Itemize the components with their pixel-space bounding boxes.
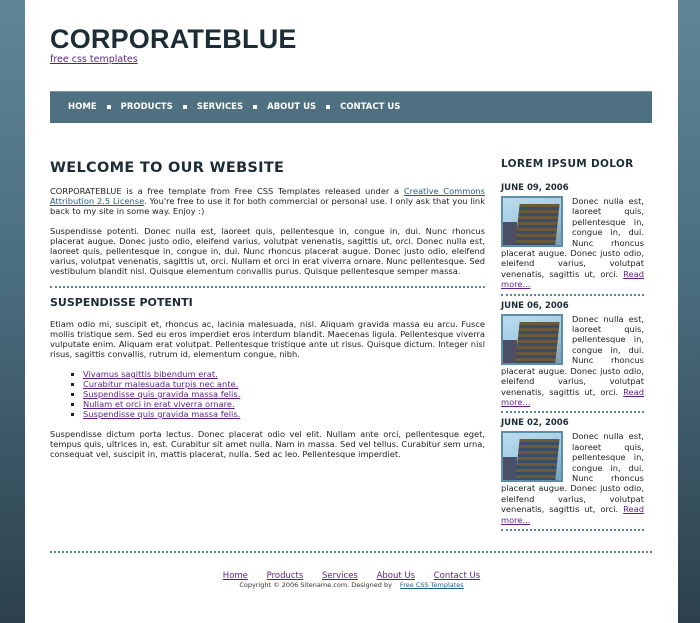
read-more-link[interactable]: Read more... [501,504,644,525]
logo [50,24,297,65]
building-thumbnail[interactable] [501,431,563,482]
post-date: JUNE 06, 2006 [501,300,569,311]
footer-link-products[interactable]: Products [266,571,304,581]
post-body: Donec nulla est, laoreet quis, pellentesque in, congue in, dui. Nunc rhoncus placerat augue. Donec justo odio, eleifend varius, volutpat venenatis, sagittis ut, orci. [501,431,644,515]
copyright-text: Copyright © 2006 Sitename.com. Designed by [239,581,392,589]
site-title: CORPORATEBLUE [50,24,297,54]
intro-text-suffix: . You're free to use it for both commercial or personal use. I only ask that you link back to my site in some way. Enjoy :) [50,196,485,216]
main-menu [50,91,652,123]
footer-links [25,571,678,581]
main-content [50,160,485,469]
post-date: JUNE 02, 2006 [501,418,569,429]
building-thumbnail[interactable] [501,196,563,247]
menu-item-about-us[interactable]: ABOUT US [267,102,317,112]
footer [25,571,678,589]
list-link[interactable]: Vivamus sagittis bibendum erat. [83,369,218,379]
page-container [25,0,678,623]
footer-link-about-us[interactable]: About Us [376,571,416,581]
sidebar [501,158,644,531]
menu-item-products[interactable]: PRODUCTS [120,102,173,112]
read-more-link[interactable]: Read more... [501,268,644,290]
menu-separator [326,105,330,109]
section-divider [50,286,485,288]
menu-item-services[interactable]: SERVICES [196,102,244,112]
menu-item-home[interactable]: HOME [68,102,97,112]
read-more-link[interactable]: Read more... [501,386,644,407]
paragraph-3: Suspendisse dictum porta lectus. Donec placerat odio vel elit. Nullam ante orci, pellentesque eget, tempus quis, ultrices in, est. Curabitur sit amet nulla. Nam in massa. Sed vel tellus. Curabitur sem urna, consequat vel, suscipit in, mattis placerat, nulla. Sed ac leo. Pellentesque imperdiet. [50,429,485,459]
intro-paragraph [50,186,485,216]
post-body: Donec nulla est, laoreet quis, pellentesque in, congue in, dui. Nunc rhoncus placerat augue. Donec justo odio, eleifend varius, volutpat venenatis, sagittis ut, orci. [501,313,644,397]
copyright [25,581,678,589]
menu-separator [107,105,111,109]
menu-separator [183,105,187,109]
footer-divider [50,551,652,553]
sidebar-heading: LOREM IPSUM DOLOR [501,158,634,170]
post-date: JUNE 09, 2006 [501,183,569,193]
list-item [83,369,485,379]
paragraph-1: Suspendisse potenti. Donec nulla est, laoreet quis, pellentesque in, congue in, dui. Nunc rhoncus placerat augue. Donec justo odio, eleifend varius, volutpat venenatis, sagittis ut, orci. Donec nulla est, laoreet quis, pellentesque in, congue in, dui. Nunc rhoncus placerat augue. Donec justo odio, eleifend varius, volutpat venenatis, sagittis ut, orci. Nullam et orci in erat viverra ornare. Nunc pellentesque. Sed vestibulum blandit nisl. Quisque elementum convallis purus. Quisque pellentesque semper massa. [50,226,485,276]
menu-separator [253,105,257,109]
welcome-heading: WELCOME TO OUR WEBSITE [50,160,285,176]
building-thumbnail[interactable] [501,314,563,365]
list-item [83,379,485,389]
paragraph-2: Etiam odio mi, suscipit et, rhoncus ac, lacinia malesuada, nisl. Aliquam gravida massa eu arcu. Fusce mollis tristique sem. Sed eu eros imperdiet eros interdum blandit. Maecenas ligula. Pellentesque viverra vulputate enim. Aliquam erat volutpat. Pellentesque tristique ante ut risus. Quisque dictum. Integer nisl risus, sagittis convallis, rutrum id, elementum congue, nibh. [50,319,485,359]
menu-item-contact-us[interactable]: CONTACT US [340,102,401,112]
list-item [83,399,485,409]
list-link[interactable]: Suspendisse quis gravida massa felis. [83,409,241,419]
link-list [83,369,485,419]
footer-link-contact-us[interactable]: Contact Us [433,571,481,581]
license-link[interactable]: Creative Commons Attribution 2.5 License [50,186,485,206]
footer-link-home[interactable]: Home [222,571,248,581]
list-link[interactable]: Suspendisse quis gravida massa felis. [83,389,241,399]
list-item [83,409,485,419]
footer-link-services[interactable]: Services [322,571,358,581]
section-heading: SUSPENDISSE POTENTI [50,296,193,309]
tagline-link[interactable]: free css templates [50,54,138,65]
news-post [501,178,644,294]
news-post [501,413,644,529]
post-divider [501,529,644,531]
intro-text: CORPORATEBLUE is a free template from Free CSS Templates released under a [50,186,404,196]
list-link[interactable]: Nullam et orci in erat viverra ornare. [83,399,235,409]
news-post [501,296,644,412]
list-link[interactable]: Curabitur malesuada turpis nec ante. [83,379,239,389]
designer-link[interactable]: Free CSS Templates [399,581,464,589]
post-body: Donec nulla est, laoreet quis, pellentesque in, congue in, dui. Nunc rhoncus placerat augue. Donec justo odio, eleifend varius, volutpat venenatis, sagittis ut, orci. [501,196,644,279]
list-item [83,389,485,399]
